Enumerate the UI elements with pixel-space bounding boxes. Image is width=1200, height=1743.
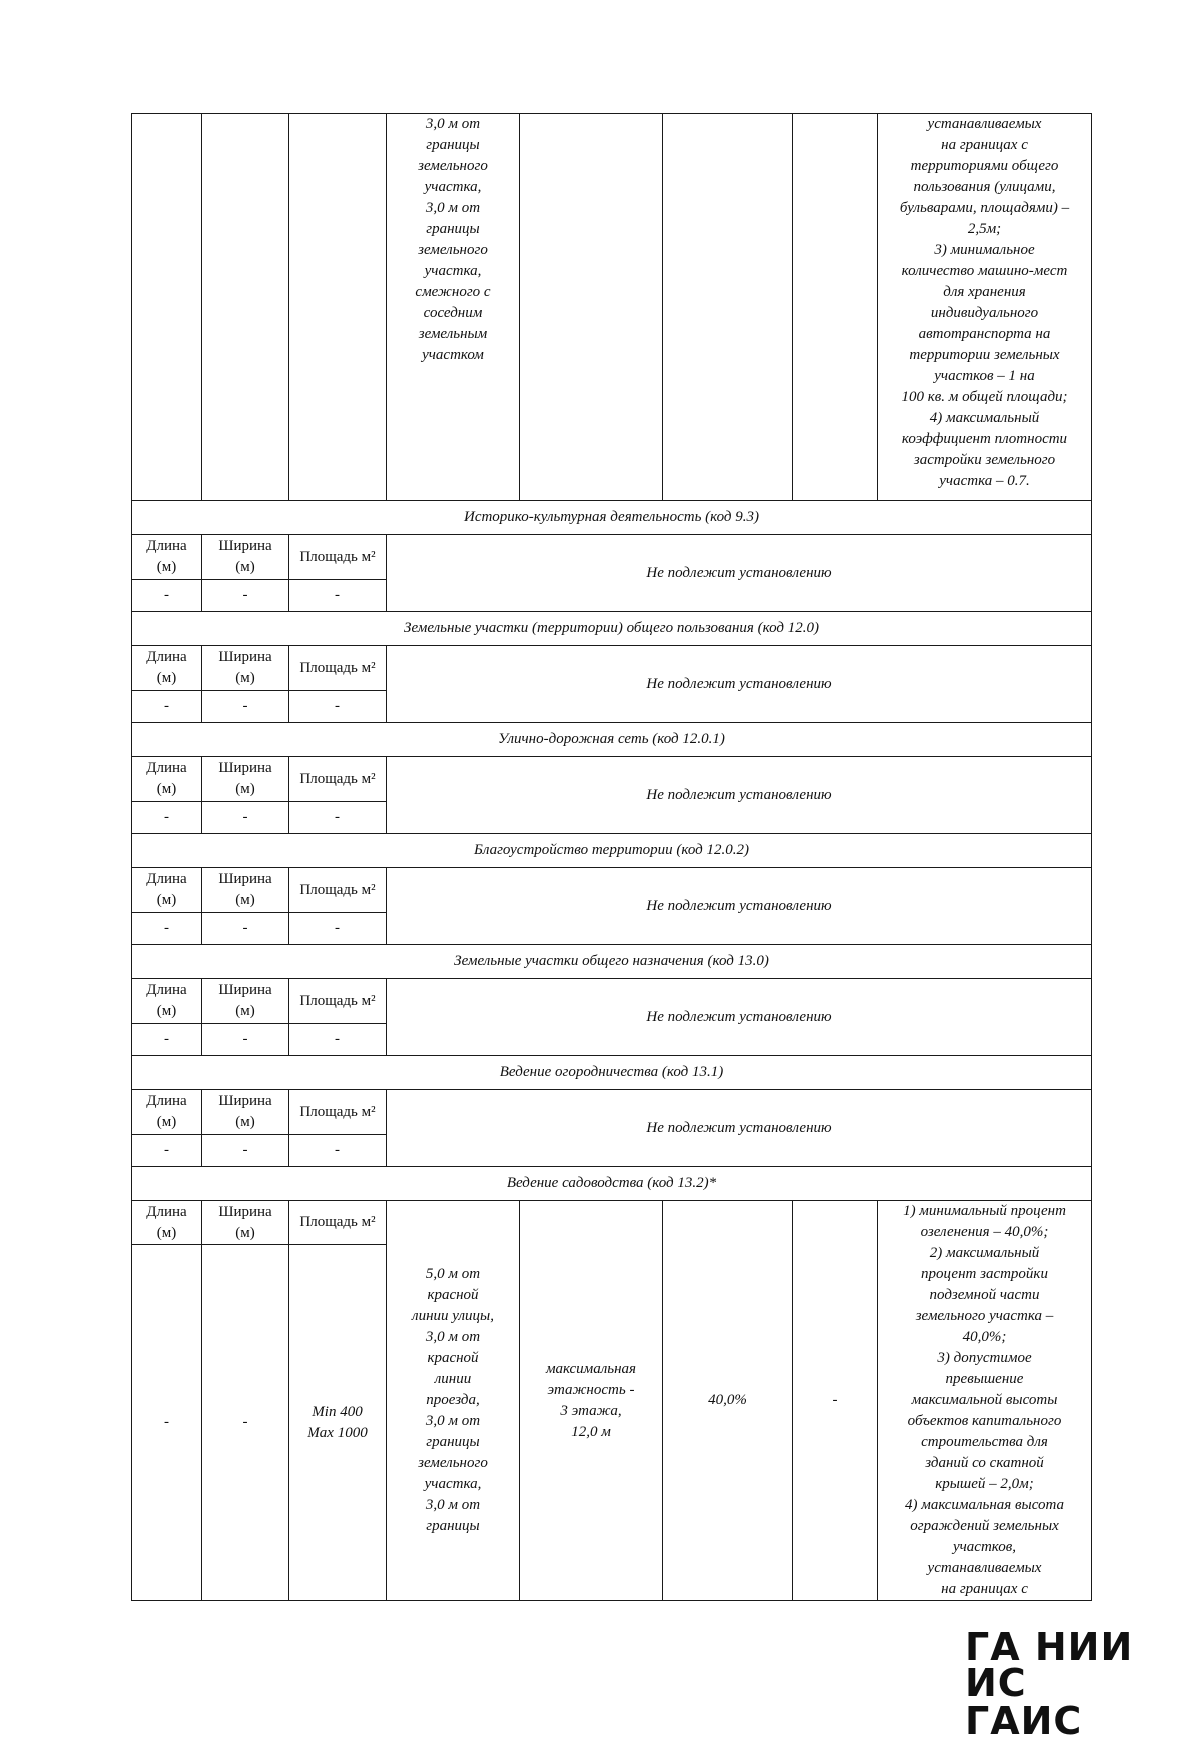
width-header: Ширина (м) (202, 646, 289, 691)
length-header: Длина (м) (132, 535, 202, 580)
cell-empty (289, 114, 387, 501)
not-applicable-text: Не подлежит установлению (387, 979, 1092, 1056)
cell-empty (202, 114, 289, 501)
not-applicable-text: Не подлежит установлению (387, 535, 1092, 612)
area-value: - (289, 691, 387, 723)
setbacks-cell: 5,0 м от красной линии улицы, 3,0 м от красной линии проезда, 3,0 м от границы земельного участка, 3,0 м от границы (387, 1201, 520, 1601)
length-header: Длина (м) (132, 1201, 202, 1245)
area-header: Площадь м² (289, 868, 387, 913)
width-value: - (202, 802, 289, 834)
width-header: Ширина (м) (202, 868, 289, 913)
section-title: Улично-дорожная сеть (код 12.0.1) (132, 723, 1092, 757)
cell-empty (132, 114, 202, 501)
not-applicable-text: Не подлежит установлению (387, 868, 1092, 945)
area-header: Площадь м² (289, 1090, 387, 1135)
area-value: - (289, 1024, 387, 1056)
width-value: - (202, 580, 289, 612)
length-value: - (132, 580, 202, 612)
width-header: Ширина (м) (202, 1090, 289, 1135)
width-value: - (202, 913, 289, 945)
length-header: Длина (м) (132, 1090, 202, 1135)
not-applicable-text: Не подлежит установлению (387, 757, 1092, 834)
notes-cell: устанавливаемых на границах с территориями общего пользования (улицами, бульварами, площадями) – 2,5м; 3) минимальное количество машино-мест для хранения индивидуального автотранспорта на территории земельных участков – 1 на 100 кв. м общей площади; 4) максимальный коэффициент плотности застройки земельного участка – 0.7. (878, 114, 1092, 501)
logo (965, 1625, 1155, 1743)
width-value: - (202, 1245, 289, 1601)
area-header: Площадь м² (289, 1201, 387, 1245)
area-value: - (289, 802, 387, 834)
width-value: - (202, 1024, 289, 1056)
length-header: Длина (м) (132, 979, 202, 1024)
area-header: Площадь м² (289, 757, 387, 802)
notes-cell: 1) минимальный процент озеленения – 40,0%; 2) максимальный процент застройки подземной части земельного участка – 40,0%; 3) допустимое превышение максимальной высоты объектов капитального строительства для зданий со скатной крышей – 2,0м; 4) максимальная высота ограждений земельных участков, устанавливаемых на границах с (878, 1201, 1092, 1601)
length-value: - (132, 913, 202, 945)
section-title: Земельные участки общего назначения (код 13.0) (132, 945, 1092, 979)
width-header: Ширина (м) (202, 1201, 289, 1245)
section-title: Ведение огородничества (код 13.1) (132, 1056, 1092, 1090)
width-header: Ширина (м) (202, 757, 289, 802)
section-title: Ведение садоводства (код 13.2)* (132, 1167, 1092, 1201)
length-value: - (132, 1135, 202, 1167)
length-header: Длина (м) (132, 757, 202, 802)
not-applicable-text: Не подлежит установлению (387, 1090, 1092, 1167)
area-header: Площадь м² (289, 979, 387, 1024)
length-value: - (132, 1245, 202, 1601)
length-value: - (132, 802, 202, 834)
width-header: Ширина (м) (202, 535, 289, 580)
section-title: Историко-культурная деятельность (код 9.3) (132, 501, 1092, 535)
section-title: Земельные участки (территории) общего пользования (код 12.0) (132, 612, 1092, 646)
length-header: Длина (м) (132, 646, 202, 691)
height-cell: максимальная этажность - 3 этажа, 12,0 м (520, 1201, 663, 1601)
regulations-table (131, 113, 1092, 1601)
cell-empty (520, 114, 663, 501)
setbacks-cell: 3,0 м от границы земельного участка, 3,0 м от границы земельного участка, смежного с соседним земельным участком (387, 114, 520, 501)
cell-empty (793, 114, 878, 501)
area-header: Площадь м² (289, 535, 387, 580)
width-header: Ширина (м) (202, 979, 289, 1024)
area-header: Площадь м² (289, 646, 387, 691)
logo-line-1: ГА НИИ (965, 1625, 1134, 1669)
logo-line-2: ИС ГАИС (965, 1661, 1083, 1743)
width-value: - (202, 691, 289, 723)
width-value: - (202, 1135, 289, 1167)
length-header: Длина (м) (132, 868, 202, 913)
not-applicable-text: Не подлежит установлению (387, 646, 1092, 723)
length-value: - (132, 1024, 202, 1056)
coverage-cell: 40,0% (663, 1201, 793, 1601)
area-value: - (289, 913, 387, 945)
area-value: - (289, 580, 387, 612)
section-title: Благоустройство территории (код 12.0.2) (132, 834, 1092, 868)
area-value: - (289, 1135, 387, 1167)
length-value: - (132, 691, 202, 723)
area-value: Min 400 Max 1000 (289, 1245, 387, 1601)
continuation-row (132, 114, 1092, 501)
cell-empty (663, 114, 793, 501)
other-cell: - (793, 1201, 878, 1601)
